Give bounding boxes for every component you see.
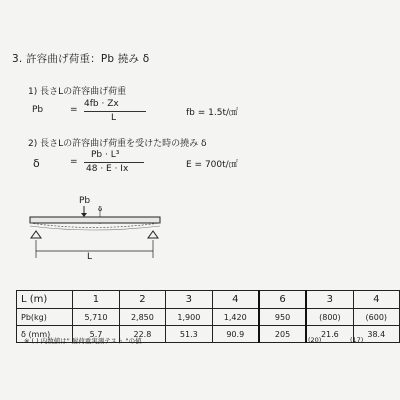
formula1-equals: = [70, 105, 78, 115]
table-row-length [17, 291, 400, 309]
table-cell: 6 [259, 291, 306, 309]
table-cell: 3 [166, 291, 212, 309]
beam-diagram [22, 196, 172, 271]
row-label: L (m) [17, 291, 73, 309]
table-cell: (800) [306, 309, 353, 326]
table-footnote: ※ ( ) 内数値は" 耐荷重実測テスト "の値 [24, 337, 142, 345]
table-cell: 22.8 [119, 326, 165, 343]
table-cell: 1,420 [212, 309, 259, 326]
formula1-numerator: 4fb · Zx [84, 99, 119, 109]
table-cell: 2,850 [119, 309, 165, 326]
left-support [31, 231, 41, 238]
table-cell: 1 [73, 291, 119, 309]
formula2-lhs: δ [33, 157, 40, 170]
formula2-numerator: Pb · L³ [91, 150, 120, 160]
table-cell: 4 [212, 291, 259, 309]
table-cell: 21.6 [306, 326, 353, 343]
deflected-curve [30, 223, 160, 228]
formula1-denominator: L [111, 113, 117, 123]
section2-label: 2) 長さLの許容曲げ荷重を受けた時の撓み δ [28, 139, 207, 149]
formula1-fraction-bar [84, 111, 146, 112]
table-cell: 90.9 [212, 326, 259, 343]
deflected-curve-lower [30, 226, 160, 230]
table-cell: 38.4 [353, 326, 399, 343]
span-label: L [87, 252, 93, 262]
load-label: Pb [79, 196, 91, 206]
formula2-equals: = [70, 157, 78, 167]
formula1-condition: fb = 1.5t/㎠ [186, 108, 239, 118]
table-cell: 950 [259, 309, 306, 326]
deflection-label: δ [98, 205, 103, 213]
formula2-condition: E = 700t/㎠ [186, 160, 238, 170]
formula2-fraction-bar [84, 162, 144, 163]
section1-label: 1) 長さLの許容曲げ荷重 [28, 87, 127, 97]
test-value-1: (20) [308, 336, 322, 344]
test-value-2: (17) [350, 336, 364, 344]
table-cell: 3 [306, 291, 353, 309]
table-row-load [17, 309, 400, 326]
table-cell: 205 [259, 326, 306, 343]
beam [30, 217, 160, 223]
row-label: Pb(kg) [17, 309, 73, 326]
row-label: δ (mm) [17, 326, 73, 343]
table-cell: 51.3 [166, 326, 212, 343]
section-heading: 3. 許容曲げ荷重：Pb 撓み δ [12, 53, 150, 65]
table-cell: 5,710 [73, 309, 119, 326]
table-cell: 1,900 [166, 309, 212, 326]
table-cell: (600) [353, 309, 399, 326]
right-support [148, 231, 158, 238]
formula2-denominator: 48 · E · Ix [86, 164, 129, 174]
table-cell: 2 [119, 291, 165, 309]
table-cell: 5.7 [73, 326, 119, 343]
formula1-lhs: Pb [32, 105, 44, 115]
table-cell: 4 [353, 291, 399, 309]
load-arrow-head [81, 213, 87, 217]
